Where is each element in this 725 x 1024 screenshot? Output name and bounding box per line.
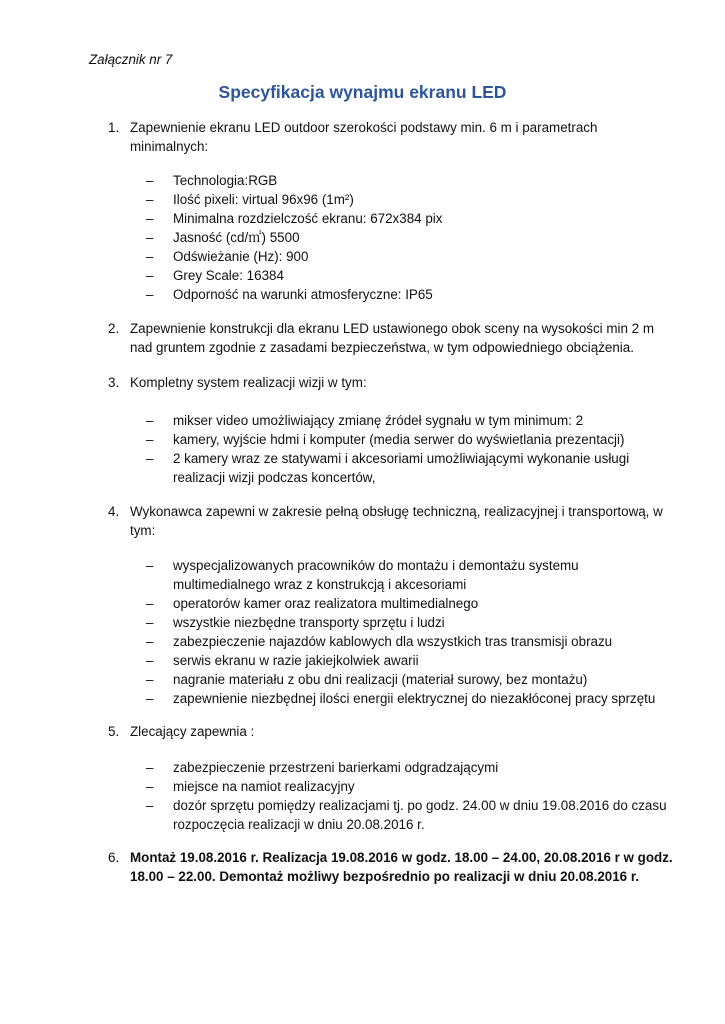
list-item: – miejsce na namiot realizacyjny bbox=[146, 779, 355, 794]
bullet-list-5 bbox=[146, 758, 671, 834]
section-text: Zapewnienie konstrukcji dla ekranu LED ustawionego obok sceny na wysokości min 2 m nad gruntem zgodnie z zasadami bezpieczeństwa, w tym odpowiedniego obciążenia. bbox=[130, 321, 654, 355]
list-item: – kamery, wyjście hdmi i komputer (media serwer do wyświetlania prezentacji) bbox=[146, 432, 625, 447]
dash-bullet: – bbox=[146, 287, 154, 302]
list-item: – zabezpieczenie najazdów kablowych dla wszystkich tras transmisji obrazu bbox=[146, 634, 613, 649]
section-number: 2. bbox=[108, 321, 120, 336]
list-item: – wyspecjalizowanych pracowników do montażu i demontażu systemu multimedialnego wraz z konstrukcją i akcesoriami bbox=[146, 558, 579, 592]
section-text: Zlecający zapewnia : bbox=[130, 724, 255, 739]
dash-bullet: – bbox=[146, 173, 154, 188]
dash-bullet: – bbox=[146, 691, 154, 706]
annex-label: Załącznik nr 7 bbox=[89, 52, 173, 67]
section-text: Wykonawca zapewni w zakresie pełną obsługę techniczną, realizacyjnej i transportową, w tym: bbox=[130, 504, 663, 538]
section-3 bbox=[108, 373, 678, 392]
dash-bullet: – bbox=[146, 615, 154, 630]
section-number: 3. bbox=[108, 375, 120, 390]
section-number: 1. bbox=[108, 120, 120, 135]
list-item: – 2 kamery wraz ze statywami i akcesoriami umożliwiającymi wykonanie usługi realizacji wizji podczas koncertów, bbox=[146, 451, 630, 485]
section-text: Zapewnienie ekranu LED outdoor szerokości podstawy min. 6 m i parametrach minimalnych: bbox=[130, 120, 598, 154]
section-number: 4. bbox=[108, 504, 120, 519]
bullet-list-3 bbox=[146, 411, 656, 487]
list-item: – dozór sprzętu pomiędzy realizacjami tj. po godz. 24.00 w dniu 19.08.2016 do czasu rozpoczęcia realizacji w dniu 20.08.2016 r. bbox=[146, 798, 667, 832]
bullet-list-1 bbox=[146, 171, 666, 304]
dash-bullet: – bbox=[146, 672, 154, 687]
list-item: – mikser video umożliwiający zmianę źródeł sygnału w tym minimum: 2 bbox=[146, 413, 584, 428]
list-item: – Grey Scale: 16384 bbox=[146, 268, 284, 283]
dash-bullet: – bbox=[146, 192, 154, 207]
dash-bullet: – bbox=[146, 451, 154, 466]
list-item: – zabezpieczenie przestrzeni barierkami odgradzającymi bbox=[146, 760, 499, 775]
dash-bullet: – bbox=[146, 230, 154, 245]
section-2 bbox=[108, 319, 678, 357]
list-item: – nagranie materiału z obu dni realizacji (materiał surowy, bez montażu) bbox=[146, 672, 588, 687]
list-item: – Ilość pixeli: virtual 96x96 (1m²) bbox=[146, 192, 354, 207]
section-6 bbox=[108, 848, 678, 886]
list-item: – Technologia:RGB bbox=[146, 173, 278, 188]
dash-bullet: – bbox=[146, 413, 154, 428]
list-item: – Odświeżanie (Hz): 900 bbox=[146, 249, 309, 264]
list-item: – operatorów kamer oraz realizatora multimedialnego bbox=[146, 596, 479, 611]
dash-bullet: – bbox=[146, 596, 154, 611]
dash-bullet: – bbox=[146, 634, 154, 649]
dash-bullet: – bbox=[146, 268, 154, 283]
section-text: Montaż 19.08.2016 r. Realizacja 19.08.2016 w godz. 18.00 – 24.00, 20.08.2016 r w godz. 18.00 – 22.00. Demontaż możliwy bezpośrednio po realizacji w dniu 20.08.2016 r. bbox=[130, 850, 673, 884]
dash-bullet: – bbox=[146, 249, 154, 264]
section-4 bbox=[108, 502, 678, 540]
section-1 bbox=[108, 118, 678, 156]
list-item: – Minimalna rozdzielczość ekranu: 672x384 pix bbox=[146, 211, 443, 226]
dash-bullet: – bbox=[146, 760, 154, 775]
list-item: – serwis ekranu w razie jakiejkolwiek awarii bbox=[146, 653, 419, 668]
page-title: Specyfikacja wynajmu ekranu LED bbox=[218, 82, 507, 102]
dash-bullet: – bbox=[146, 653, 154, 668]
section-5 bbox=[108, 722, 678, 741]
section-number: 5. bbox=[108, 724, 120, 739]
list-item: – zapewnienie niezbędnej ilości energii elektrycznej do niezakłóconej pracy sprzętu bbox=[146, 691, 656, 706]
section-number: 6. bbox=[108, 850, 120, 865]
dash-bullet: – bbox=[146, 211, 154, 226]
section-text: Kompletny system realizacji wizji w tym: bbox=[130, 375, 367, 390]
list-item: – wszystkie niezbędne transporty sprzętu i ludzi bbox=[146, 615, 445, 630]
dash-bullet: – bbox=[146, 432, 154, 447]
list-item: – Jasność (cd/㎡) 5500 bbox=[146, 230, 300, 245]
dash-bullet: – bbox=[146, 558, 154, 573]
bullet-list-4 bbox=[146, 556, 676, 708]
dash-bullet: – bbox=[146, 798, 154, 813]
list-item: – Odporność na warunki atmosferyczne: IP65 bbox=[146, 287, 433, 302]
dash-bullet: – bbox=[146, 779, 154, 794]
